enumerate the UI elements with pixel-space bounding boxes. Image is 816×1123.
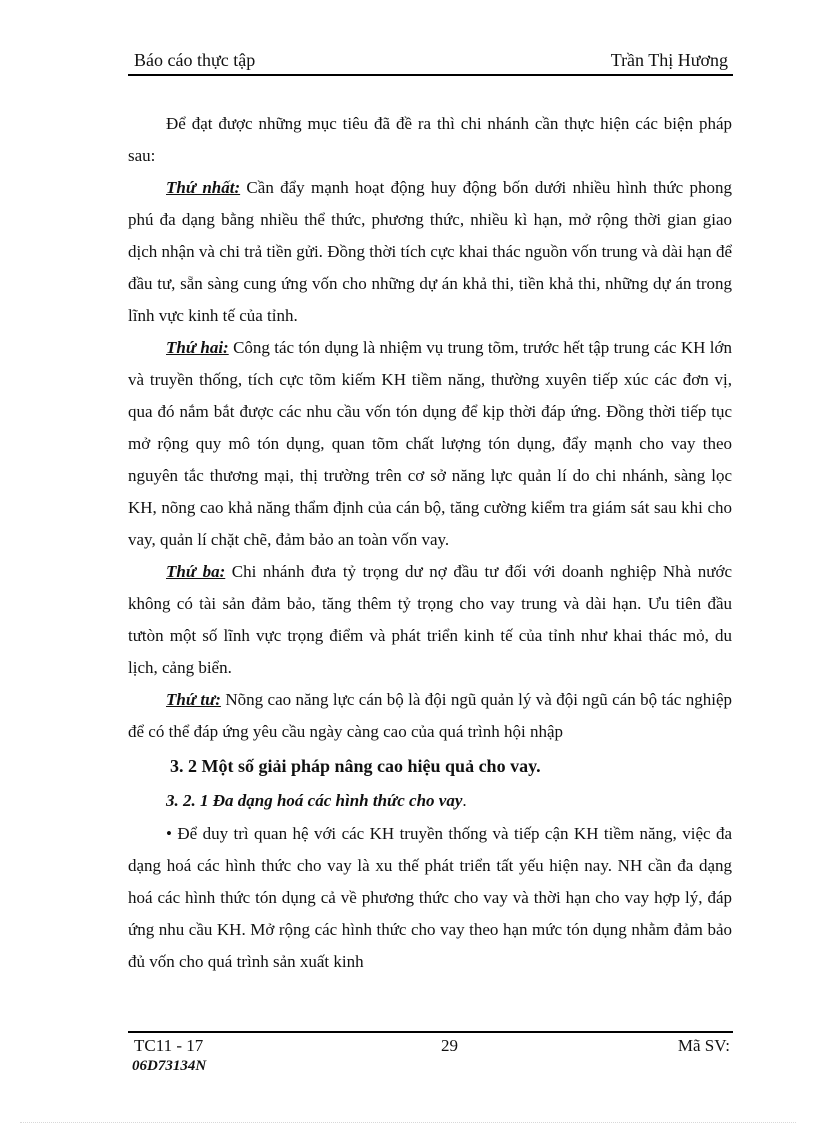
label-third: Thứ ba: — [166, 562, 226, 581]
text-first: Cần đẩy mạnh hoạt động huy động bốn dưới nhiều hình thức phong phú đa dạng bằng nhiều thể thức, phương thức, nhiều kì hạn, mở rộng thời gian giao dịch nhận và chi trả tiền gửi. Đồng thời tích cực khai thác nguồn vốn trung và dài hạn để đầu tư, sẵn sàng cung ứng vốn cho những dự án khả thi, tiền khả thi, những dự án trong lĩnh vực kinh tế của tỉnh. — [128, 178, 732, 325]
header-author: Trần Thị Hương — [610, 50, 728, 70]
paragraph-second — [128, 332, 732, 556]
text-third: Chi nhánh đưa tỷ trọng dư nợ đầu tư đối với doanh nghiệp Nhà nước không có tài sản đảm bảo, tăng thêm tỷ trọng cho vay trung và dài hạn. Ưu tiên đầu tưtòn một số lĩnh vực trọng điểm và phát triển kinh tế của tỉnh như khai thác mỏ, du lịch, cảng biển. — [128, 562, 733, 677]
text-fourth: Nõng cao năng lực cán bộ là đội ngũ quản lý và đội ngũ cán bộ tác nghiệp để có thể đáp ứng yêu cầu ngày càng cao của quá trình hội nhập — [128, 690, 732, 741]
bullet-icon: • — [166, 824, 172, 843]
label-fourth: Thứ tư: — [166, 690, 221, 709]
section-heading: 3. 2 Một số giải pháp nâng cao hiệu quả cho vay. — [170, 756, 541, 776]
paragraph-bullet — [128, 818, 732, 978]
footer-student-label: Mã SV: — [677, 1036, 730, 1055]
label-first: Thứ nhất: — [166, 178, 241, 197]
subsection-heading — [128, 784, 732, 818]
paragraph-third — [128, 556, 732, 684]
paragraph-fourth — [128, 684, 732, 748]
paragraph-first — [128, 172, 732, 332]
subsection-heading-text: 3. 2. 1 Đa dạng hoá các hình thức cho vay — [166, 791, 463, 810]
page-number: 29 — [441, 1036, 458, 1055]
header-rule — [128, 74, 733, 76]
subsection-heading-period: . — [462, 791, 467, 810]
footer-rule — [128, 1031, 733, 1033]
label-second: Thứ hai: — [166, 338, 229, 357]
footer-student-id: 06D73134N — [132, 1058, 207, 1074]
text-second: Công tác tón dụng là nhiệm vụ trung tõm, trước hết tập trung các KH lớn và truyền thống, tích cực tõm kiếm KH tiềm năng, thường xuyên tiếp xúc các đơn vị, qua đó nắm bắt được các nhu cầu vốn tón dụng để kịp thời đáp ứng. Đồng thời tiếp tục mở rộng quy mô tón dụng, quan tõm chất lượng tón dụng, đẩy mạnh cho vay theo nguyên tắc thương mại, thị trường trên cơ sở năng lực quản lí do chi nhánh, sàng lọc KH, nõng cao khả năng thẩm định của cán bộ, tăng cường kiểm tra giám sát sau khi cho vay, quản lí chặt chẽ, đảm bảo an toàn vốn vay. — [128, 338, 732, 549]
document-body — [128, 108, 732, 978]
footer-class-code: TC11 - 17 — [134, 1036, 204, 1055]
page-header — [128, 48, 732, 76]
header-report-title: Báo cáo thực tập — [134, 50, 256, 70]
page-footer — [128, 1036, 732, 1096]
text-bullet: Để duy trì quan hệ với các KH truyền thống và tiếp cận KH tiềm năng, việc đa dạng hoá các hình thức cho vay là xu thế phát triển tất yếu hiện nay. NH cần đa dạng hoá các hình thức tón dụng cả về phương thức cho vay và thời hạn cho vay hợp lý, đáp ứng nhu cầu KH. Mở rộng các hình thức cho vay theo hạn mức tón dụng nhằm đảm bảo đủ vốn cho quá trình sản xuất kinh — [128, 824, 732, 971]
intro-paragraph: Để đạt được những mục tiêu đã đề ra thì chi nhánh cần thực hiện các biện pháp sau: — [128, 114, 732, 165]
